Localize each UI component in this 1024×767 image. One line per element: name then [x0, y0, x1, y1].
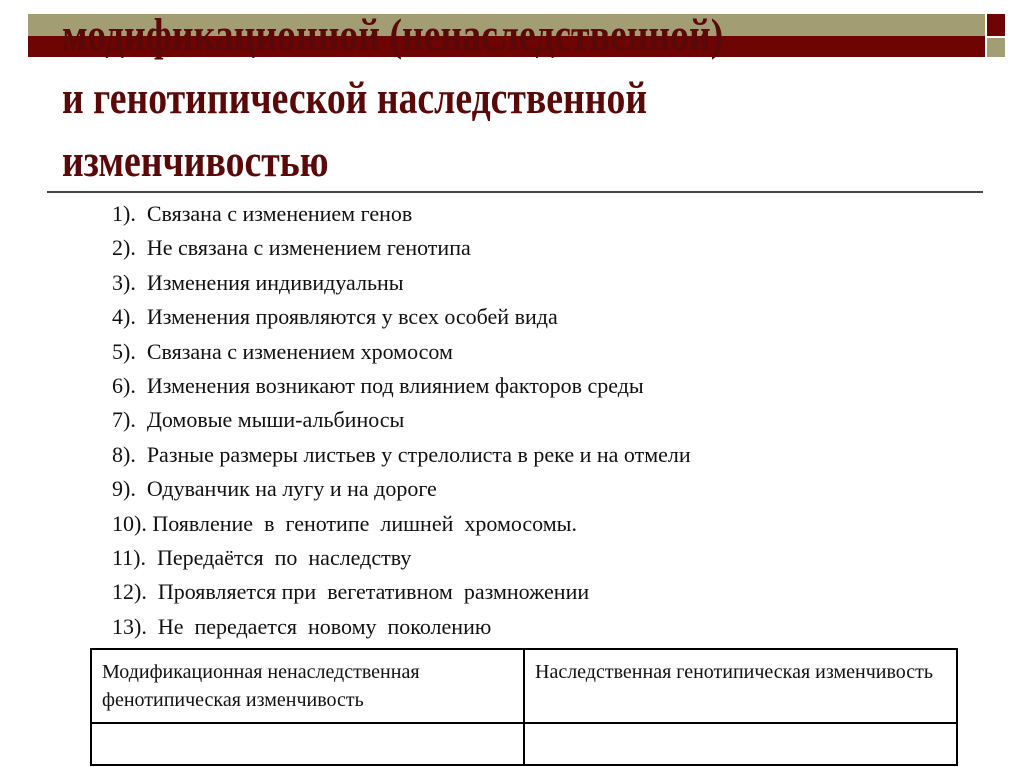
- decor-square-maroon: [987, 14, 1005, 36]
- list-item: 5). Связана с изменением хромосом: [112, 338, 453, 364]
- answer-cell-hereditary[interactable]: [524, 723, 957, 765]
- list-item: 12). Проявляется при вегетативном размножении: [112, 579, 590, 605]
- list-item: 7). Домовые мыши-альбиносы: [112, 407, 405, 433]
- header-modification: Модификационная ненаследственная фенотипическая изменчивость: [91, 649, 524, 723]
- list-item: 13). Не передается новому поколению: [112, 613, 492, 639]
- header-hereditary: Наследственная генотипическая изменчивость: [524, 649, 957, 723]
- list-item: 8). Разные размеры листьев у стрелолиста в реке и на отмели: [112, 441, 691, 467]
- list-item: 4). Изменения проявляются у всех особей вида: [112, 304, 558, 330]
- slide-title-line-2: и генотипической наследственной: [62, 72, 648, 123]
- list-item: 11). Передаётся по наследству: [112, 544, 412, 570]
- title-divider: [47, 191, 983, 193]
- answer-table: [90, 648, 958, 766]
- list-item: 6). Изменения возникают под влиянием факторов среды: [112, 372, 644, 398]
- list-item: 3). Изменения индивидуальны: [112, 269, 404, 295]
- slide-title-line-3: изменчивостью: [62, 135, 329, 186]
- list-item: 10). Появление в генотипе лишней хромосомы.: [112, 510, 577, 536]
- slide-title-line-1: модификационной (ненаследственной): [62, 9, 724, 60]
- list-item: 9). Одуванчик на лугу и на дороге: [112, 476, 437, 502]
- list-item: 2). Не связана с изменением генотипа: [112, 235, 471, 261]
- table-header-row: [91, 649, 957, 723]
- statement-list: [112, 200, 691, 647]
- table-row: [91, 723, 957, 765]
- decor-square-olive: [987, 38, 1005, 57]
- list-item: 1). Связана с изменением генов: [112, 201, 413, 226]
- answer-cell-modification[interactable]: [91, 723, 524, 765]
